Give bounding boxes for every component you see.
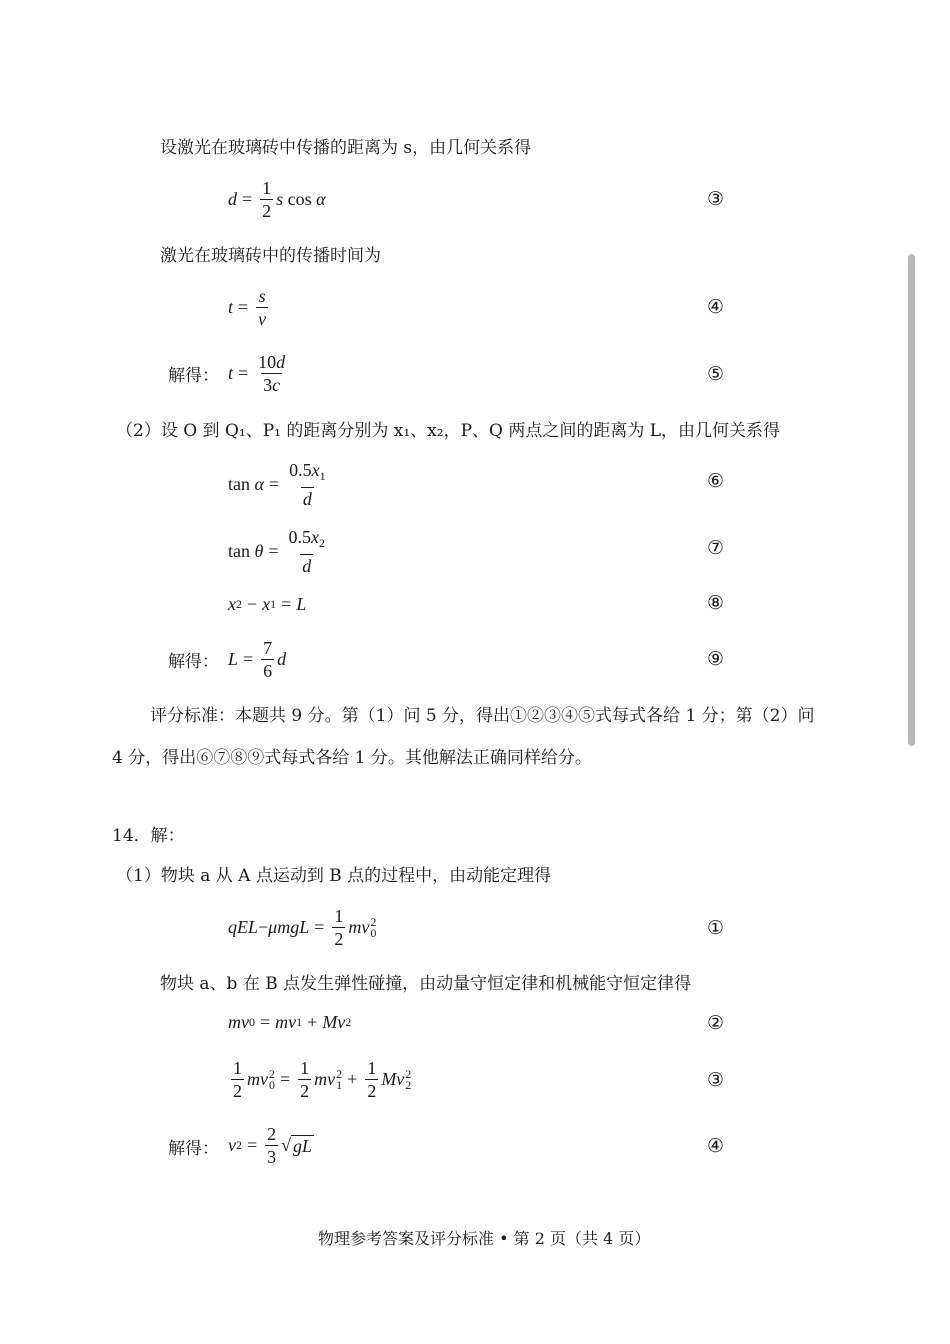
equation-7: tan θ = $\frac{0.5x_2}{d}$ <box>228 527 325 576</box>
solution-label: 解得： <box>168 366 219 386</box>
text-line: （1）物块 a 从 A 点运动到 B 点的过程中，由动能定理得 <box>116 866 552 886</box>
scoring-note-line-1: 评分标准：本题共 9 分。第（1）问 5 分，得出①②③④⑤式每式各给 1 分；第（2）问 <box>150 706 815 726</box>
equation-14-3: $\frac{1}{2}$ mv 2 0 = $\frac{1}{2}$ mv 2 1 + $\frac{1}{2}$ Mv 2 2 <box>233 1058 412 1101</box>
question-heading: 14．解： <box>112 826 185 846</box>
solution-label: 解得： <box>168 1139 219 1159</box>
equation-14-4: v 2 = $\frac{2}{3}$ √ gL <box>228 1124 313 1167</box>
text-line: （2）设 O 到 Q₁、P₁ 的距离分别为 x₁、x₂，P、Q 两点之间的距离为 L，由几何关系得 <box>116 421 781 441</box>
equation-6: tan α = $\frac{0.5x_1}{d}$ <box>228 460 326 509</box>
equation-5: t = $\frac{10d}{3c}$ <box>228 352 286 395</box>
equation-marker: ③ <box>707 188 725 210</box>
equation-marker: ⑨ <box>707 648 725 670</box>
equation-9: L = $\frac{7}{6}$ d <box>228 638 287 681</box>
text-line: 物块 a、b 在 B 点发生弹性碰撞，由动量守恒定律和机械能守恒定律得 <box>160 974 692 994</box>
equation-14-2: mv 0 = mv 1 + Mv 2 <box>228 1012 352 1032</box>
page-footer: 物理参考答案及评分标准 • 第 2 页（共 4 页） <box>318 1229 651 1248</box>
equation-14-1: qEL − μmgL = $\frac{1}{2}$ mv 2 0 <box>228 906 377 949</box>
equation-marker: ① <box>707 917 725 939</box>
equation-marker: ⑥ <box>707 470 725 492</box>
equation-marker: ⑧ <box>707 592 725 614</box>
equation-3: d = $\frac{1}{2}$ s cos α <box>228 178 326 221</box>
equation-4: t = $\frac{s}{v}$ <box>228 286 267 329</box>
equation-marker: ④ <box>707 1135 725 1157</box>
equation-marker: ② <box>707 1012 725 1034</box>
text-line: 设激光在玻璃砖中传播的距离为 s，由几何关系得 <box>160 138 532 158</box>
equation-marker: ④ <box>707 296 725 318</box>
text-line: 激光在玻璃砖中的传播时间为 <box>160 246 381 266</box>
scoring-note-line-2: 4 分，得出⑥⑦⑧⑨式每式各给 1 分。其他解法正确同样给分。 <box>112 748 592 768</box>
vertical-scrollbar[interactable] <box>908 254 915 746</box>
solution-label: 解得： <box>168 652 219 672</box>
equation-marker: ⑤ <box>707 363 725 385</box>
equation-marker: ③ <box>707 1069 725 1091</box>
equation-8: x 2 − x 1 = L <box>228 594 307 614</box>
equation-marker: ⑦ <box>707 537 725 559</box>
